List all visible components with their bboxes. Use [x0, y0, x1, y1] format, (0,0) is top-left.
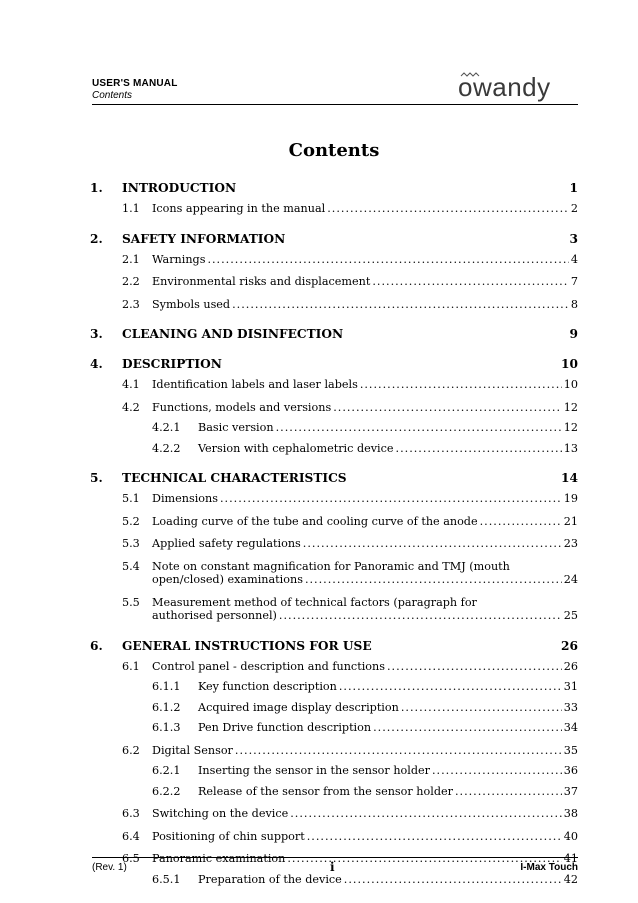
toc-entry-page: 19 — [563, 492, 578, 505]
dot-leader — [344, 873, 562, 886]
dot-leader — [279, 609, 562, 622]
toc-entry-number: 4.2.2 — [152, 441, 181, 455]
toc-entry[interactable] — [90, 827, 578, 848]
toc-entry[interactable] — [90, 353, 578, 375]
toc-entry[interactable] — [90, 272, 578, 293]
toc-entry-label: Measurement method of technical factors (paragraph for — [152, 595, 477, 609]
toc-entry-number: 2.3 — [122, 297, 140, 311]
toc-entry-number: 1.1 — [122, 202, 140, 215]
toc-entry-page: 9 — [569, 327, 578, 341]
dot-leader — [235, 744, 562, 757]
toc-entry-number: 4.2 — [122, 400, 140, 414]
toc-entry-page: 14 — [561, 471, 578, 485]
dot-leader — [360, 378, 562, 391]
dot-leader — [220, 492, 562, 505]
toc-entry[interactable] — [90, 635, 578, 657]
toc-entry-label: Control panel - description and functions — [152, 659, 385, 673]
toc-entry-page: 21 — [563, 514, 578, 528]
toc-entry-label: CLEANING AND DISINFECTION — [122, 327, 344, 341]
toc-entry-label: INTRODUCTION — [122, 181, 237, 195]
toc-entry[interactable] — [90, 177, 578, 199]
toc-entry[interactable] — [90, 718, 578, 739]
dot-leader — [455, 785, 562, 798]
toc-entry[interactable] — [90, 761, 578, 782]
toc-entry-page: 35 — [563, 743, 578, 757]
toc-entry-page: 34 — [563, 721, 578, 734]
header-section: Contents — [92, 90, 133, 101]
toc-entry-label: TECHNICAL CHARACTERISTICS — [122, 471, 347, 485]
toc-entry-label: Positioning of chin support — [152, 829, 305, 843]
toc-entry-label: Release of the sensor from the sensor holder — [198, 784, 453, 798]
dot-leader — [396, 442, 562, 455]
toc-entry-page: 7 — [570, 275, 578, 288]
toc-entry-page: 1 — [569, 181, 578, 195]
toc-entry-label-continued: open/closed) examinations — [152, 572, 303, 586]
dot-leader — [327, 202, 569, 215]
toc-entry-page: 10 — [561, 357, 578, 371]
toc-entry[interactable] — [90, 375, 578, 396]
toc-entry-page: 26 — [563, 659, 578, 673]
toc-entry-label: Inserting the sensor in the sensor holder — [198, 764, 430, 777]
toc-entry-label: Basic version — [198, 421, 274, 434]
toc-entry-number: 2. — [90, 231, 103, 246]
toc-entry-number: 5.4 — [122, 559, 140, 573]
toc-entry-label: SAFETY INFORMATION — [122, 231, 286, 246]
toc-entry-label: Acquired image display description — [198, 700, 399, 714]
toc-entry[interactable] — [90, 804, 578, 825]
toc-entry-number: 6.5 — [122, 852, 140, 865]
dot-leader — [401, 701, 562, 714]
toc-entry-number: 5.5 — [122, 595, 140, 609]
toc-entry[interactable] — [90, 418, 578, 439]
manual-title: USER'S MANUAL — [92, 78, 178, 89]
toc-entry-page: 38 — [563, 807, 578, 820]
toc-entry[interactable] — [90, 199, 578, 220]
toc-entry-page: 24 — [563, 572, 578, 586]
toc-entry[interactable] — [90, 657, 578, 678]
toc-entry-label: Dimensions — [152, 492, 218, 505]
toc-entry[interactable] — [90, 467, 578, 489]
toc-entry-number: 5.2 — [122, 514, 140, 528]
toc-entry-page: 3 — [569, 231, 578, 246]
toc-entry-label: Key function description — [198, 680, 337, 693]
toc-entry-number: 4. — [90, 357, 103, 371]
toc-entry-number: 6.1 — [122, 659, 140, 673]
toc-entry-page: 26 — [561, 638, 578, 653]
dot-leader — [307, 830, 562, 843]
toc-entry-page: 13 — [563, 441, 578, 455]
toc-entry-number: 6.1.3 — [152, 721, 181, 734]
toc-entry-page: 8 — [570, 297, 578, 311]
toc-entry-number: 5.1 — [122, 492, 140, 505]
toc-entry-page: 33 — [563, 700, 578, 714]
toc-entry[interactable] — [90, 295, 578, 316]
dot-leader — [305, 573, 562, 586]
dot-leader — [276, 421, 562, 434]
dot-leader — [387, 660, 562, 673]
toc-entry-number: 4.2.1 — [152, 421, 181, 434]
toc-entry-number: 6.4 — [122, 829, 140, 843]
toc-entry-label: Version with cephalometric device — [198, 441, 394, 455]
header-divider — [92, 104, 578, 105]
toc-entry-label: Loading curve of the tube and cooling curve of the anode — [152, 514, 478, 528]
toc-entry-label: Note on constant magnification for Panoramic and TMJ (mouth — [152, 559, 510, 573]
toc-entry-page: 10 — [563, 378, 578, 391]
toc-entry[interactable] — [90, 489, 578, 510]
footer-page-number: i — [330, 860, 335, 874]
toc-entry-number: 6. — [90, 638, 103, 653]
toc-entry-page: 41 — [563, 852, 578, 865]
toc-entry-label: Functions, models and versions — [152, 400, 332, 414]
toc-entry-number: 4.1 — [122, 378, 140, 391]
toc-entry-page: 36 — [563, 764, 578, 777]
toc-entry-page: 31 — [563, 680, 578, 693]
toc-entry-label: Preparation of the device — [198, 872, 342, 886]
toc-entry-page: 23 — [563, 537, 578, 550]
footer-revision: (Rev. 1) — [92, 862, 127, 873]
toc-entry-number: 2.1 — [122, 252, 140, 266]
dot-leader — [207, 253, 568, 266]
toc-entry-number: 6.3 — [122, 807, 140, 820]
toc-entry-number: 6.2.2 — [152, 784, 181, 798]
dot-leader — [333, 401, 562, 414]
toc-entry-page: 42 — [563, 872, 578, 886]
toc-entry-number: 1. — [90, 181, 103, 195]
toc-entry-label: Pen Drive function description — [198, 721, 372, 734]
table-of-contents — [90, 173, 578, 890]
toc-entry-page: 12 — [563, 421, 578, 434]
toc-entry[interactable] — [90, 398, 578, 419]
toc-entry[interactable] — [90, 250, 578, 271]
toc-entry[interactable] — [90, 698, 578, 719]
toc-entry[interactable] — [90, 512, 578, 533]
toc-entry-label: Panoramic examination — [152, 852, 286, 865]
owandy-logo — [458, 70, 578, 106]
toc-entry-page: 37 — [563, 784, 578, 798]
toc-entry-page: 25 — [563, 608, 578, 622]
dot-leader — [372, 275, 569, 288]
toc-entry-label-continued: authorised personnel) — [152, 608, 277, 622]
toc-entry-label: Applied safety regulations — [152, 537, 301, 550]
toc-entry[interactable] — [90, 228, 578, 250]
running-header — [92, 78, 178, 101]
dot-leader — [373, 721, 562, 734]
toc-entry[interactable] — [90, 323, 578, 345]
footer-divider — [92, 857, 578, 858]
toc-entry-label: Switching on the device — [152, 807, 289, 820]
dot-leader — [303, 537, 562, 550]
toc-entry-number: 3. — [90, 327, 103, 341]
toc-entry-label: GENERAL INSTRUCTIONS FOR USE — [122, 638, 372, 653]
dot-leader — [339, 680, 562, 693]
footer-product: I-Max Touch — [520, 862, 578, 873]
toc-entry-number: 2.2 — [122, 275, 140, 288]
toc-entry-label: Warnings — [152, 252, 206, 266]
toc-entry-page: 12 — [563, 400, 578, 414]
toc-entry-label: Icons appearing in the manual — [152, 202, 326, 215]
toc-entry-number: 6.1.2 — [152, 700, 181, 714]
toc-entry-number: 6.1.1 — [152, 680, 181, 693]
toc-entry-number: 5.3 — [122, 537, 140, 550]
toc-entry[interactable] — [90, 557, 578, 591]
dot-leader — [290, 807, 562, 820]
dot-leader — [432, 764, 562, 777]
toc-entry[interactable] — [90, 741, 578, 762]
toc-entry[interactable] — [90, 593, 578, 627]
dot-leader — [480, 515, 562, 528]
toc-entry-label: Digital Sensor — [152, 743, 233, 757]
toc-entry-number: 6.2 — [122, 743, 140, 757]
toc-entry[interactable] — [90, 439, 578, 460]
toc-entry-page: 4 — [570, 252, 578, 266]
toc-entry[interactable] — [90, 534, 578, 555]
logo-text: owandy — [458, 72, 551, 102]
toc-entry-number: 6.2.1 — [152, 764, 181, 777]
toc-entry-label: Identification labels and laser labels — [152, 378, 358, 391]
toc-entry-page: 40 — [563, 829, 578, 843]
toc-entry[interactable] — [90, 782, 578, 803]
toc-entry-number: 5. — [90, 471, 103, 485]
owandy-logo-graphic — [458, 70, 578, 102]
dot-leader — [232, 298, 569, 311]
toc-entry-label: Symbols used — [152, 297, 231, 311]
toc-entry-number: 6.5.1 — [152, 872, 181, 886]
toc-entry-page: 2 — [570, 202, 578, 215]
toc-entry-label: Environmental risks and displacement — [152, 275, 371, 288]
toc-entry[interactable] — [90, 677, 578, 698]
toc-entry-label: DESCRIPTION — [122, 357, 222, 371]
page-title: Contents — [288, 140, 380, 161]
